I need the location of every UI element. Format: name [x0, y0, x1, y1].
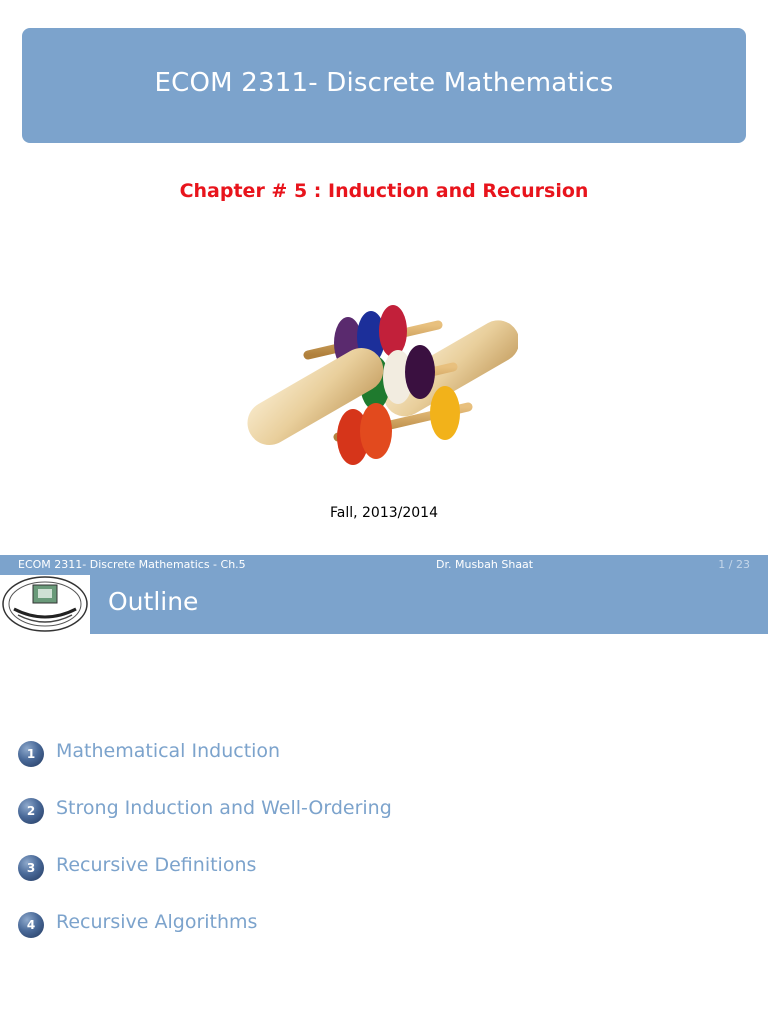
outline-item-label[interactable]: Strong Induction and Well-Ordering [56, 797, 392, 819]
chapter-subtitle: Chapter # 5 : Induction and Recursion [179, 180, 589, 202]
footer-course: ECOM 2311- Discrete Mathematics - Ch.5 [18, 558, 246, 571]
item-number-ball: 3 [18, 855, 44, 881]
abacus-image [238, 285, 518, 490]
slide-title: ECOM 2311- Discrete Mathematics [154, 68, 614, 98]
title-box [22, 28, 746, 143]
semester-date: Fall, 2013/2014 [329, 505, 438, 521]
item-number-ball: 1 [18, 741, 44, 767]
outline-title: Outline [108, 587, 199, 616]
university-logo [0, 575, 90, 634]
item-number-ball: 4 [18, 912, 44, 938]
footer-bar [0, 555, 768, 575]
outline-item-label[interactable]: Recursive Definitions [56, 854, 257, 876]
item-number-ball: 2 [18, 798, 44, 824]
outline-slide [0, 555, 768, 1024]
footer-author: Dr. Musbah Shaat [436, 558, 534, 571]
footer-page-number: 1 / 23 [718, 558, 750, 571]
header-bar [90, 575, 768, 634]
outline-item-label[interactable]: Mathematical Induction [56, 740, 281, 762]
outline-item-label[interactable]: Recursive Algorithms [56, 911, 258, 933]
